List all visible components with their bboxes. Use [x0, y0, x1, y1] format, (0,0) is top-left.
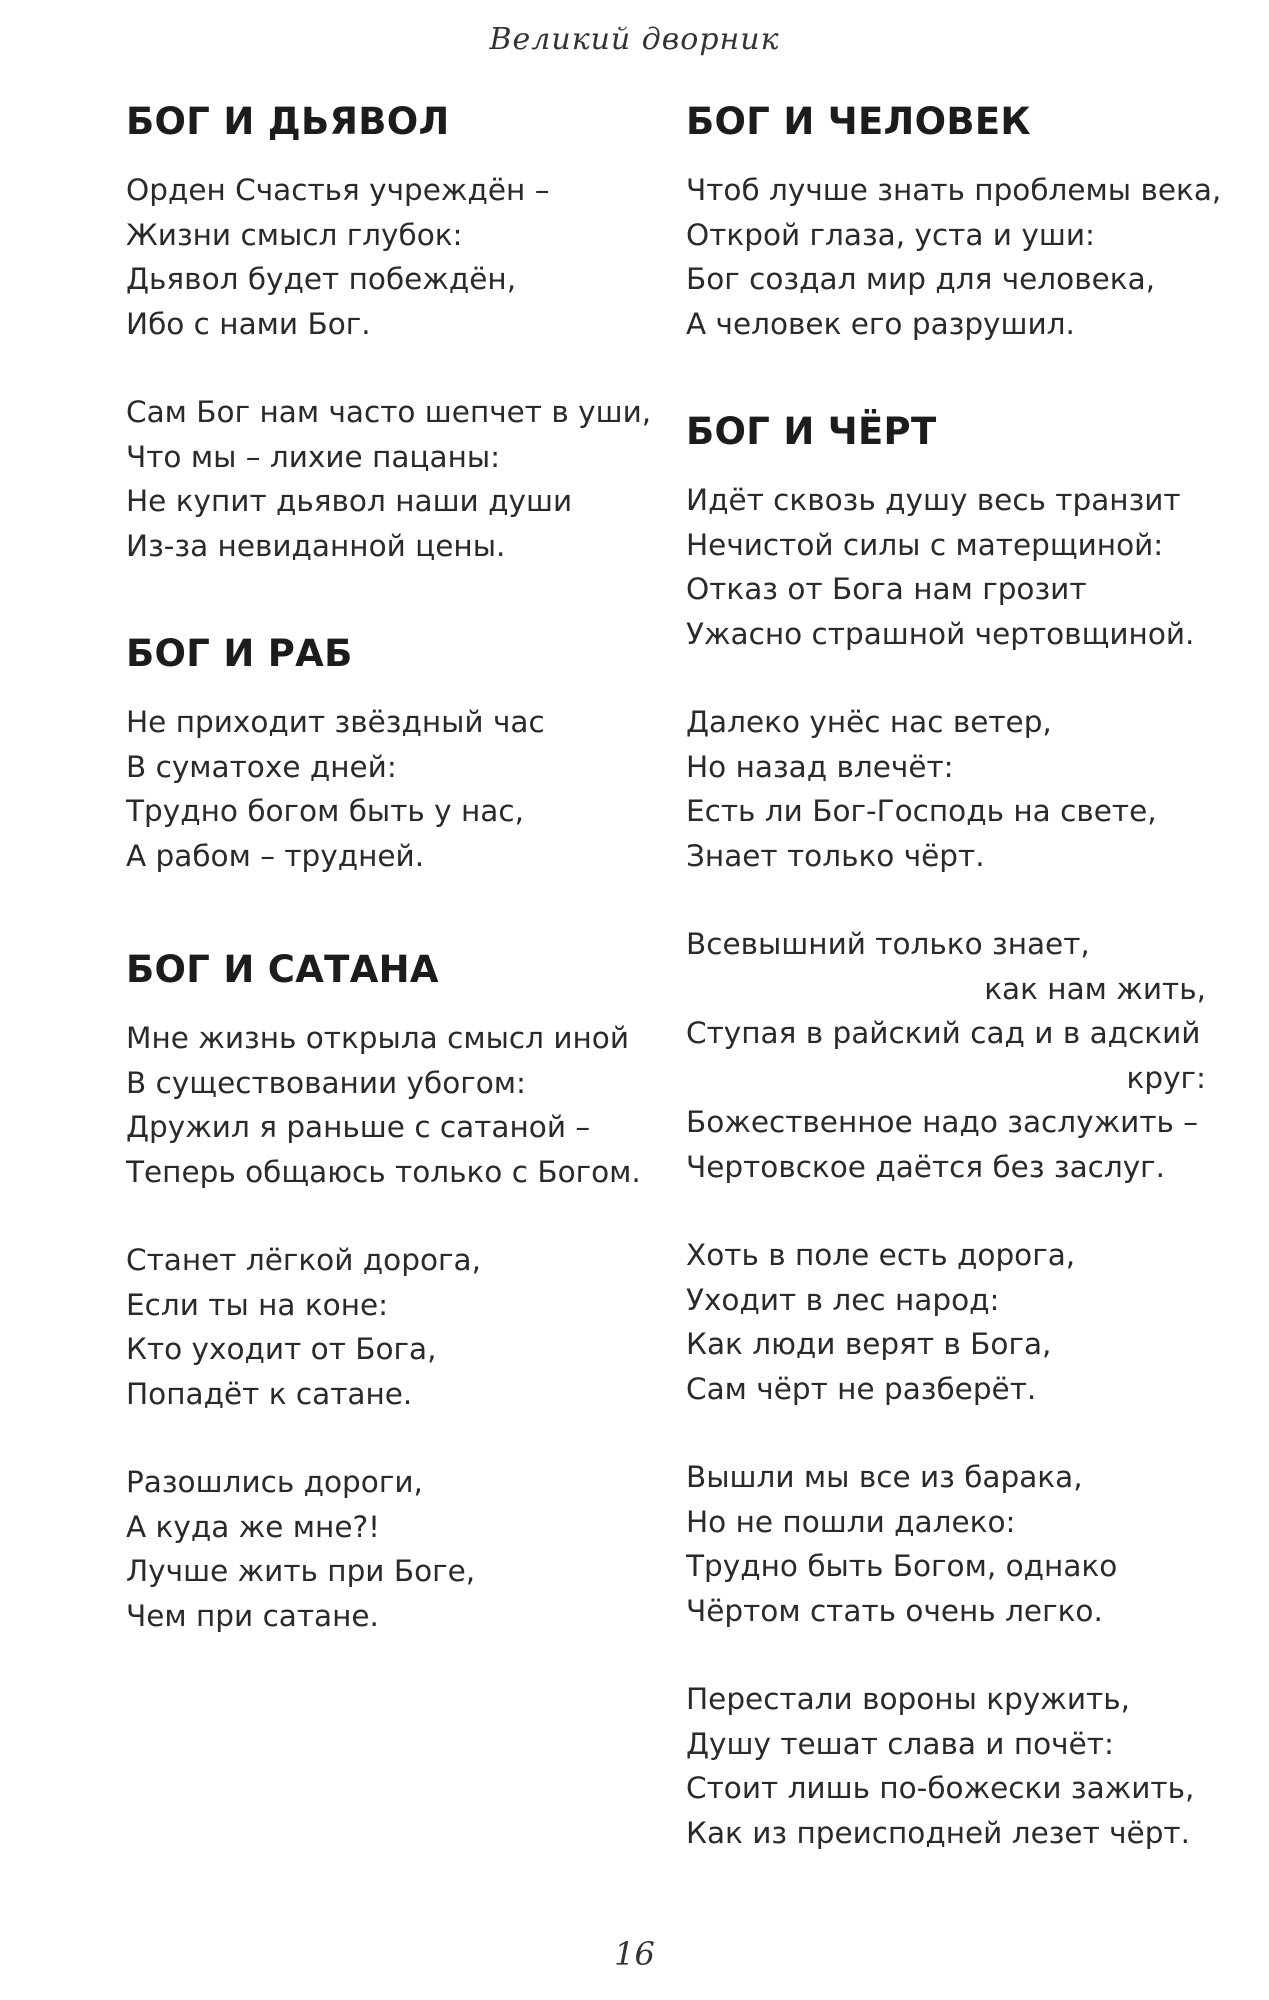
stanza: [126, 1238, 646, 1416]
verse-line: Знает только чёрт.: [686, 838, 985, 873]
poem-title: БОГ И ЧЁРТ: [686, 410, 937, 453]
poem-title: БОГ И ДЬЯВОЛ: [126, 100, 450, 143]
verse-line: Душу тешат слава и почёт:: [686, 1726, 1114, 1761]
verse-line: Открой глаза, уста и уши:: [686, 217, 1095, 252]
verse-line: Уходит в лес народ:: [686, 1282, 1000, 1317]
verse-line: Ступая в райский сад и в адский: [686, 1016, 1201, 1050]
verse-line: Не купит дьявол наши души: [126, 484, 573, 518]
poem-god-and-satan: [126, 948, 646, 1638]
verse-line: Перестали вороны кружить,: [686, 1682, 1130, 1716]
verse-line: Что мы – лихие пацаны:: [126, 439, 501, 474]
verse-line: Мне жизнь открыла смысл иной: [126, 1021, 630, 1055]
verse-line: Станет лёгкой дорога,: [126, 1243, 481, 1277]
verse-line: Сам Бог нам часто шепчет в уши,: [126, 395, 652, 429]
verse-line: Чёртом стать очень легко.: [686, 1593, 1103, 1628]
stanza: [686, 478, 1206, 656]
verse-line: Трудно богом быть у нас,: [126, 794, 524, 828]
verse-line: Чтоб лучше знать проблемы века,: [686, 173, 1222, 207]
verse-line: Ибо с нами Бог.: [126, 306, 371, 341]
verse-line: Чертовское даётся без заслуг.: [686, 1149, 1166, 1184]
poem-god-and-devil-chert: [686, 410, 1206, 1855]
verse-line: Всевышний только знает,: [686, 927, 1090, 961]
verse-line: Теперь общаюсь только с Богом.: [126, 1154, 641, 1189]
stanza: [126, 390, 652, 568]
verse-line: Но назад влечёт:: [686, 749, 954, 784]
stanza: [686, 700, 1206, 878]
verse-line: Вышли мы все из барака,: [686, 1460, 1083, 1494]
poem-title: БОГ И РАБ: [126, 632, 353, 675]
verse-line: Чем при сатане.: [126, 1598, 379, 1633]
verse-line: Дружил я раньше с сатаной –: [126, 1110, 591, 1144]
poem-title: БОГ И САТАНА: [126, 948, 439, 991]
stanza: [686, 1233, 1206, 1411]
verse-line: Идёт сквозь душу весь транзит: [686, 483, 1181, 517]
verse-line: Жизни смысл глубок:: [126, 217, 463, 252]
verse-line: Сам чёрт не разберёт.: [686, 1371, 1037, 1406]
stanza: [126, 1016, 646, 1194]
stanza: [686, 922, 1206, 1189]
verse-line: А человек его разрушил.: [686, 306, 1075, 341]
verse-line: Ужасно страшной чертовщиной.: [686, 616, 1195, 651]
verse-line: Не приходит звёздный час: [126, 705, 545, 739]
verse-line: А куда же мне?!: [126, 1509, 380, 1544]
poem-god-and-slave: [126, 632, 646, 878]
stanza: [686, 1455, 1206, 1633]
running-header: Великий дворник: [489, 22, 780, 57]
left-column: [126, 100, 652, 1702]
verse-line: В суматохе дней:: [126, 749, 397, 784]
verse-line-continuation: круг:: [1126, 1060, 1206, 1095]
verse-line: Если ты на коне:: [126, 1287, 389, 1322]
verse-line: Орден Счастья учреждён –: [126, 173, 550, 207]
verse-line: Лучше жить при Боге,: [126, 1554, 476, 1588]
stanza: [126, 700, 646, 878]
verse-line: Дьявол будет побеждён,: [126, 262, 517, 296]
verse-line: Как люди верят в Бога,: [686, 1327, 1052, 1361]
verse-line: А рабом – трудней.: [126, 838, 425, 873]
page-number: 16: [614, 1935, 655, 1973]
right-column: [686, 100, 1222, 1919]
stanza: [686, 1677, 1206, 1855]
verse-line: Стоит лишь по-божески зажить,: [686, 1771, 1195, 1805]
poem-god-and-man: [686, 100, 1222, 346]
verse-line: Трудно быть Богом, однако: [686, 1549, 1118, 1583]
verse-line: В существовании убогом:: [126, 1065, 526, 1100]
verse-line: Из-за невиданной цены.: [126, 528, 506, 563]
verse-line: Разошлись дороги,: [126, 1465, 423, 1499]
verse-line: Но не пошли далеко:: [686, 1504, 1016, 1539]
verse-line: Бог создал мир для человека,: [686, 262, 1156, 296]
verse-line: Божественное надо заслужить –: [686, 1105, 1199, 1139]
stanza: [126, 1460, 646, 1638]
verse-line: Попадёт к сатане.: [126, 1376, 413, 1411]
verse-line: Хоть в поле есть дорога,: [686, 1238, 1076, 1272]
verse-line: Кто уходит от Бога,: [126, 1332, 437, 1366]
poem-title: БОГ И ЧЕЛОВЕК: [686, 100, 1031, 143]
verse-line: Есть ли Бог-Господь на свете,: [686, 794, 1157, 828]
verse-line: Нечистой силы с матерщиной:: [686, 527, 1164, 562]
verse-line: Отказ от Бога нам грозит: [686, 572, 1087, 606]
poem-god-and-devil: [126, 100, 652, 568]
verse-line: Как из преисподней лезет чёрт.: [686, 1815, 1190, 1850]
stanza: [126, 168, 646, 346]
stanza: [686, 168, 1222, 346]
verse-line-continuation: как нам жить,: [984, 971, 1206, 1006]
verse-line: Далеко унёс нас ветер,: [686, 705, 1052, 739]
